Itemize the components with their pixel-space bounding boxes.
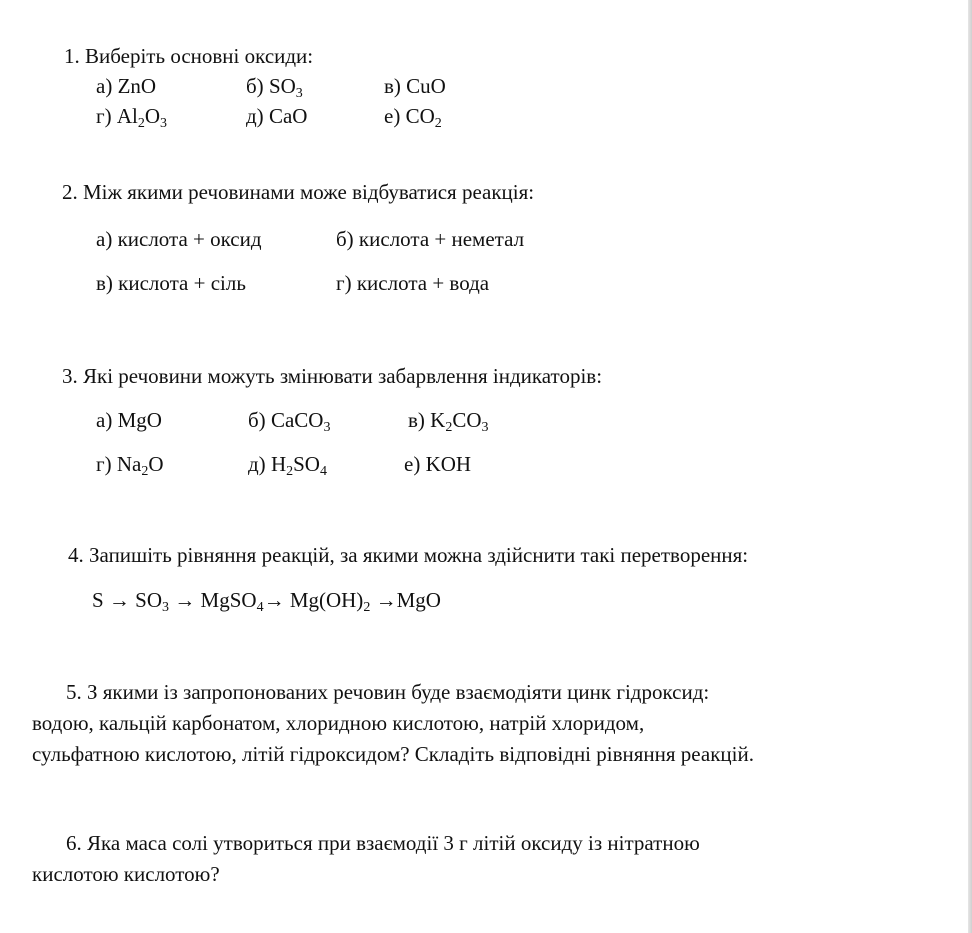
q3-option-b: б) CaCO$_3$ (248, 408, 331, 435)
q3-option-f: е) KOH (404, 452, 472, 476)
q1-option-e: д) CaO (246, 104, 308, 128)
q3-option-d: г) $Na_2O$ (96, 452, 164, 479)
q1-option-b: б) $SO_3$ (246, 74, 303, 101)
q1-title: 1. Виберіть основні оксиди: (64, 44, 314, 68)
q2-option-d: г) кислота + вода (336, 271, 490, 295)
q1-option-c: в) CuO (384, 74, 446, 98)
q3-option-c: в) $K_2CO_3$ (408, 408, 489, 435)
q5-line-3: сульфатною кислотою, літій гідроксидом? Складіть відповідні рівняння реакцій. (32, 742, 754, 766)
q2-title: 2. Між якими речовинами може відбуватися реакція: (62, 180, 535, 204)
q3-title: 3. Які речовини можуть змінювати забарвлення індикаторів: (62, 364, 603, 388)
q5-line-1: 5. З якими із запропонованих речовин буде взаємодіяти цинк гідроксид: (66, 680, 710, 704)
q5-line-2: водою, кальцій карбонатом, хлоридною кислотою, натрій хлоридом, (32, 711, 645, 735)
q3-option-e: д) $H_2SO_4$ (248, 452, 327, 479)
q1-option-d: г) $Al_2O_3$ (96, 104, 168, 131)
page-edge-shadow (968, 0, 972, 933)
q6-line-2: кислотою кислотою? (32, 862, 220, 886)
q2-option-a: а) кислота + оксид (96, 227, 262, 251)
q2-option-b: б) кислота + неметал (336, 227, 525, 251)
q3-option-a: а) MgO (96, 408, 162, 432)
q6-line-1: 6. Яка маса солі утвориться при взаємодії 3 г літій оксиду із нітратною (66, 831, 700, 855)
q2-option-c: в) кислота + сіль (96, 271, 246, 295)
q4-transformation-chain: $S \to SO_3$ → MgSO$_4$→ $Mg(OH)_2 \to MgO$ (92, 588, 441, 615)
q1-option-a: а) ZnO (96, 74, 157, 98)
q1-option-f: е) $CO_2$ (384, 104, 442, 131)
q4-title: 4. Запишіть рівняння реакцій, за якими можна здійснити такі перетворення: (68, 543, 749, 567)
